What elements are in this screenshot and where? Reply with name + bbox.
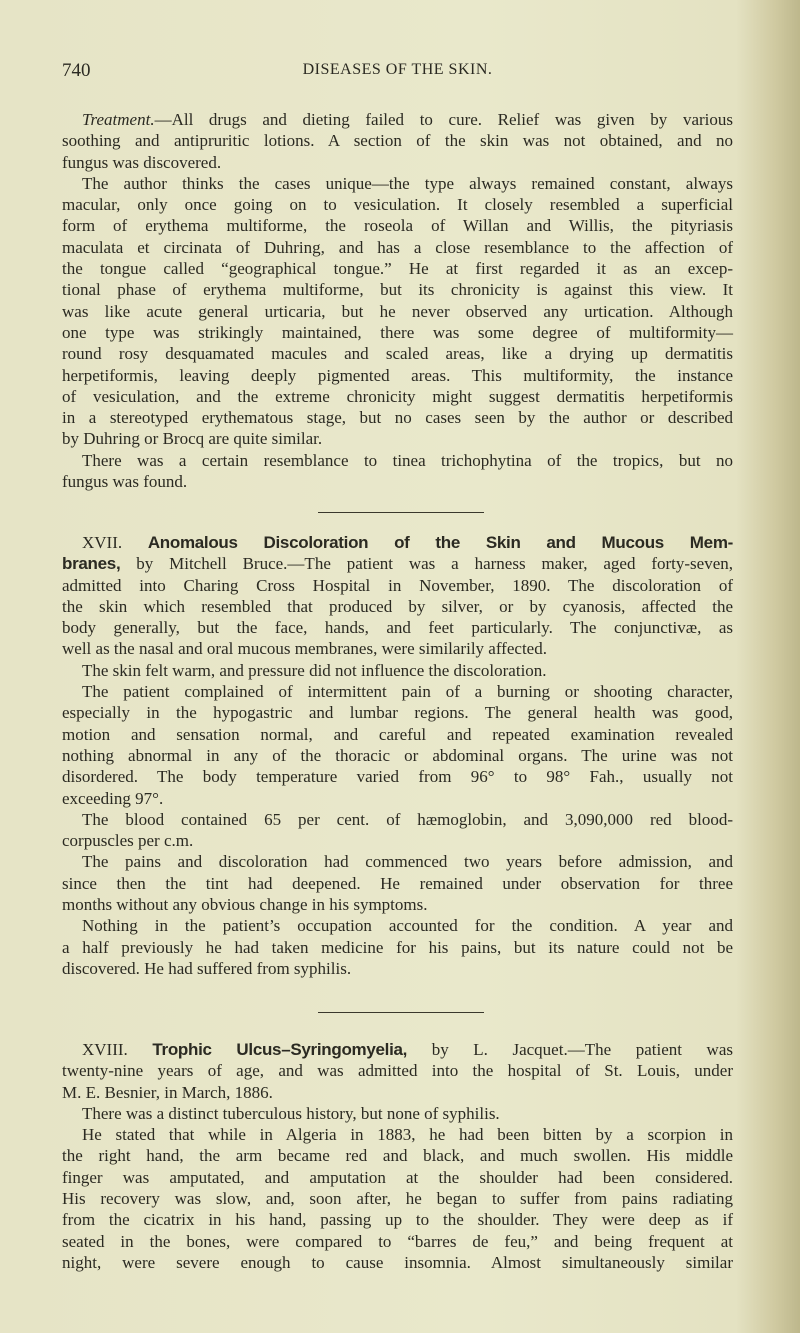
- text-run: The patient complained of intermittent pain of a burning or shooting character,: [82, 682, 733, 702]
- text-run: the tongue called “geographical tongue.” He at first regarded it as an excep-: [62, 259, 733, 279]
- section-treatment: [62, 109, 733, 492]
- text-line: [62, 702, 733, 723]
- text-line: [62, 258, 733, 279]
- text-run: The skin felt warm, and pressure did not influence the discoloration.: [82, 660, 547, 680]
- text-line: [62, 386, 733, 407]
- text-line: [62, 745, 733, 766]
- text-line: [62, 1188, 733, 1209]
- text-line: [62, 638, 733, 659]
- text-line: [62, 617, 733, 638]
- text-line: [62, 1231, 733, 1252]
- text-line: [62, 365, 733, 386]
- text-run: a half previously he had taken medicine for his pains, but its nature could not be: [62, 937, 733, 957]
- text-run: maculata et circinata of Duhring, and has a close resemblance to the affection of: [62, 237, 733, 257]
- text-run: admitted into Charing Cross Hospital in November, 1890. The discoloration of: [62, 575, 733, 595]
- text-line: [62, 407, 733, 428]
- text-line: [62, 766, 733, 787]
- text-line: [62, 152, 733, 173]
- text-run: soothing and antipruritic lotions. A section of the skin was not obtained, and no: [62, 131, 733, 151]
- text-run: seated in the bones, were compared to “barres de feu,” and being frequent at: [62, 1231, 733, 1251]
- text-line: [62, 1145, 733, 1166]
- text-line: [62, 788, 733, 809]
- text-run: tional phase of erythema multiforme, but its chronicity is against this view. It: [62, 280, 733, 300]
- text-line: [62, 873, 733, 894]
- text-run: corpuscles per c.m.: [62, 831, 194, 851]
- running-header: [62, 60, 733, 84]
- section-heading: Anomalous Discoloration of the Skin and Mucous Mem-: [147, 533, 733, 552]
- text-line: [62, 301, 733, 322]
- text-run: Nothing in the patient’s occupation accounted for the condition. A year and: [82, 916, 733, 936]
- text-line: [62, 553, 733, 574]
- text-line: [62, 343, 733, 364]
- section-heading: branes,: [62, 554, 121, 574]
- section-divider: [318, 512, 484, 513]
- text-line: [62, 215, 733, 236]
- text-run: herpetiformis, leaving deeply pigmented areas. This multiformity, the instance: [62, 365, 733, 385]
- text-run: months without any obvious change in his symptoms.: [62, 895, 428, 915]
- text-line: [62, 428, 733, 449]
- text-line: [62, 1060, 733, 1081]
- text-run: discovered. He had suffered from syphilis.: [62, 958, 352, 978]
- text-line: [62, 1103, 733, 1124]
- text-run: The pains and discoloration had commenced two years before admission, and: [82, 852, 733, 872]
- text-run: by Duhring or Brocq are quite similar.: [62, 429, 323, 449]
- text-line: [62, 851, 733, 872]
- text-run: well as the nasal and oral mucous membranes, were similarily affected.: [62, 639, 547, 659]
- text-run: finger was amputated, and amputation at the shoulder had been considered.: [62, 1167, 733, 1187]
- text-line: [62, 130, 733, 151]
- text-line: [62, 532, 733, 553]
- text-run: body generally, but the face, hands, and feet particularly. The conjunctivæ, as: [62, 618, 733, 638]
- text-run: motion and sensation normal, and careful and repeated examination revealed: [62, 724, 733, 744]
- text-run: XVIII.: [82, 1040, 153, 1059]
- section-divider: [318, 1012, 484, 1013]
- text-run: XVII.: [82, 533, 148, 552]
- italic-lead: Treatment.: [82, 110, 155, 129]
- text-line: [62, 1209, 733, 1230]
- text-run: His recovery was slow, and, soon after, he began to suffer from pains radiating: [62, 1189, 733, 1209]
- text-run: one type was strikingly maintained, there was some degree of multiformity—: [62, 322, 733, 342]
- text-run: —All drugs and dieting failed to cure. Relief was given by various: [154, 110, 733, 129]
- text-run: The blood contained 65 per cent. of hæmoglobin, and 3,090,000 red blood-: [82, 809, 733, 829]
- text-line: [62, 173, 733, 194]
- text-run: macular, only once going on to vesiculation. It closely resembled a superficial: [62, 195, 733, 215]
- text-line: [62, 1124, 733, 1145]
- text-run: disordered. The body temperature varied from 96° to 98° Fah., usually not: [62, 767, 733, 787]
- text-line: [62, 1039, 733, 1060]
- text-line: [62, 279, 733, 300]
- text-line: [62, 915, 733, 936]
- text-line: [62, 937, 733, 958]
- text-line: [62, 237, 733, 258]
- text-line: [62, 660, 733, 681]
- text-run: M. E. Besnier, in March, 1886.: [62, 1082, 273, 1102]
- section-heading: Trophic Ulcus–Syringomyelia,: [152, 1040, 408, 1059]
- text-line: [62, 1082, 733, 1103]
- text-line: [62, 109, 733, 130]
- text-run: since then the tint had deepened. He remained under observation for three: [62, 873, 733, 893]
- text-line: [62, 471, 733, 492]
- text-run: night, were severe enough to cause insomnia. Almost simultaneously similar: [62, 1252, 733, 1272]
- text-line: [62, 809, 733, 830]
- text-line: [62, 450, 733, 471]
- text-line: [62, 681, 733, 702]
- text-run: especially in the hypogastric and lumbar regions. The general health was good,: [62, 703, 733, 723]
- text-line: [62, 575, 733, 596]
- text-run: of vesiculation, and the extreme chronicity might suggest dermatitis herpetiformis: [62, 386, 733, 406]
- text-run: by Mitchell Bruce.—The patient was a harness maker, aged forty-seven,: [120, 554, 733, 574]
- text-run: The author thinks the cases unique—the type always remained constant, always: [82, 173, 733, 193]
- text-run: the skin which resembled that produced by silver, or by cyanosis, affected the: [62, 596, 733, 616]
- text-run: the right hand, the arm became red and black, and much swollen. His middle: [62, 1146, 733, 1166]
- text-line: [62, 596, 733, 617]
- text-run: nothing abnormal in any of the thoracic or abdominal organs. The urine was not: [62, 745, 733, 765]
- text-line: [62, 1252, 733, 1273]
- text-run: There was a certain resemblance to tinea trichophytina of the tropics, but no: [82, 450, 733, 470]
- text-run: fungus was discovered.: [62, 152, 222, 172]
- text-line: [62, 830, 733, 851]
- text-line: [62, 322, 733, 343]
- text-run: by L. Jacquet.—The patient was: [407, 1040, 733, 1059]
- text-line: [62, 1167, 733, 1188]
- text-line: [62, 894, 733, 915]
- page-number: 740: [62, 60, 91, 81]
- text-run: from the cicatrix in his hand, passing up to the shoulder. They were deep as if: [62, 1210, 733, 1230]
- text-line: [62, 194, 733, 215]
- text-run: There was a distinct tuberculous history, but none of syphilis.: [82, 1103, 500, 1123]
- running-title: DISEASES OF THE SKIN.: [302, 61, 493, 78]
- section-xviii-trophic-ulcus: [62, 1039, 733, 1273]
- text-run: fungus was found.: [62, 472, 188, 492]
- text-run: was like acute general urticaria, but he never observed any urtication. Although: [62, 301, 733, 321]
- text-run: twenty-nine years of age, and was admitted into the hospital of St. Louis, under: [62, 1061, 733, 1081]
- text-run: round rosy desquamated macules and scaled areas, like a drying up dermatitis: [62, 344, 733, 364]
- text-run: He stated that while in Algeria in 1883, he had been bitten by a scorpion in: [82, 1125, 733, 1145]
- text-line: [62, 958, 733, 979]
- text-run: exceeding 97°.: [62, 788, 164, 808]
- text-line: [62, 724, 733, 745]
- text-run: form of erythema multiforme, the roseola of Willan and Willis, the pityriasis: [62, 216, 733, 236]
- text-run: in a stereotyped erythematous stage, but no cases seen by the author or described: [62, 408, 733, 428]
- section-xvii-anomalous-discoloration: [62, 532, 733, 979]
